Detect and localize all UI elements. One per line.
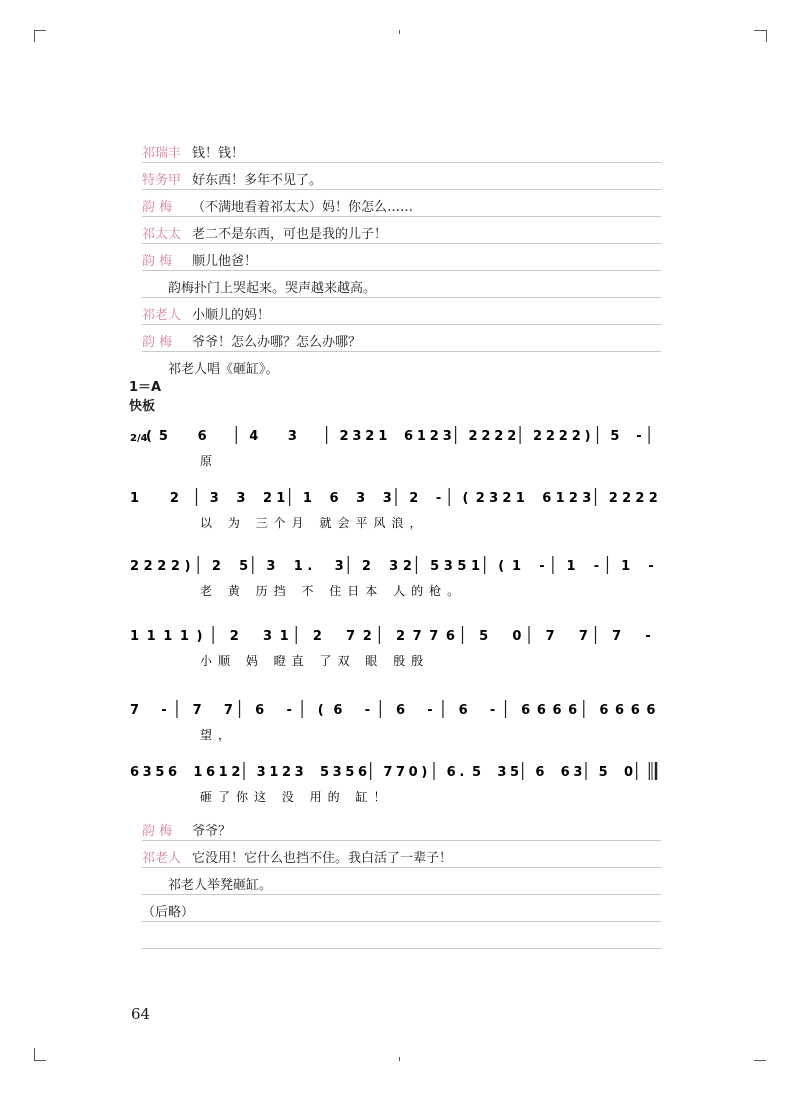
- note: 1: [416, 429, 426, 444]
- note: 2: [533, 429, 543, 444]
- note: 2: [635, 491, 645, 506]
- line-text: 爷爷！怎么办哪？怎么办哪？: [192, 335, 362, 350]
- line-text: 老二不是东西，可也是我的儿子！: [192, 227, 388, 242]
- note: 6: [404, 429, 414, 444]
- note: 6: [329, 491, 339, 506]
- note: 7: [383, 765, 393, 780]
- note: 1: [378, 429, 388, 444]
- note: 1: [515, 491, 525, 506]
- note: 5: [472, 765, 482, 780]
- note: 2: [339, 429, 349, 444]
- note: 0: [624, 765, 634, 780]
- note: 6: [358, 765, 368, 780]
- note: 2: [362, 629, 372, 644]
- note: 5: [158, 429, 168, 444]
- note: 1: [511, 559, 521, 574]
- note: 2: [622, 491, 632, 506]
- key-signature: 1＝A: [129, 380, 162, 395]
- note: 6: [197, 429, 207, 444]
- note: 6: [560, 765, 570, 780]
- note: 1: [276, 491, 286, 506]
- note: 6: [458, 703, 468, 718]
- note: 2: [468, 429, 478, 444]
- note: 2: [263, 491, 273, 506]
- tempo-marking: 快板: [129, 399, 156, 414]
- note: -: [645, 629, 651, 644]
- note: 3: [294, 765, 304, 780]
- stage-text: 祁老人唱《砸缸》。: [168, 362, 279, 377]
- note: 1: [279, 629, 289, 644]
- note: 5: [598, 765, 608, 780]
- note: 3: [142, 765, 152, 780]
- note: 2: [494, 429, 504, 444]
- note: 6: [445, 629, 455, 644]
- note: 2: [545, 429, 555, 444]
- note: 1: [179, 629, 189, 644]
- note: 1: [269, 765, 279, 780]
- stage-text: 韵梅扑门上哭起来。哭声越来越高。: [168, 281, 377, 296]
- note: ): [184, 559, 191, 574]
- note: 6: [536, 703, 546, 718]
- note: -: [286, 703, 292, 718]
- stage-direction: [142, 895, 661, 922]
- note: 1: [302, 491, 312, 506]
- note: 2: [170, 559, 180, 574]
- note: ): [421, 765, 428, 780]
- stage-text: 祁老人举凳砸缸。: [168, 878, 273, 893]
- note: 6: [255, 703, 265, 718]
- note: 6: [630, 703, 640, 718]
- note: 5: [430, 559, 440, 574]
- note: 3: [209, 491, 219, 506]
- note: 2: [475, 491, 485, 506]
- note: (: [146, 429, 152, 444]
- note: (: [317, 703, 324, 718]
- note: 3: [236, 491, 246, 506]
- dialogue-line: [142, 841, 661, 868]
- note: 6: [535, 765, 545, 780]
- note: 5: [345, 765, 355, 780]
- blank-rule: [142, 922, 661, 949]
- note: 2: [361, 559, 371, 574]
- speaker: 韵 梅: [142, 254, 173, 269]
- note: 1: [566, 559, 576, 574]
- note: 7: [223, 703, 233, 718]
- note: 2: [169, 491, 179, 506]
- note: 1: [218, 765, 228, 780]
- note: 1: [146, 629, 156, 644]
- note: 5: [320, 765, 330, 780]
- note: (: [498, 559, 505, 574]
- page-number: 64: [131, 1005, 151, 1023]
- note: 6: [446, 765, 456, 780]
- note: 2: [396, 629, 406, 644]
- note: 0: [408, 765, 418, 780]
- note: 3: [356, 491, 366, 506]
- note: 2: [312, 629, 322, 644]
- note: 6: [333, 703, 343, 718]
- note: -: [427, 703, 433, 718]
- note: 2: [231, 765, 241, 780]
- lyric-line: 以 为 三个月 就会平风浪，: [200, 516, 428, 530]
- score-staff: [130, 426, 658, 804]
- line-text: 它没用！它什么也挡不住。我白活了一辈子！: [192, 851, 453, 866]
- note: 7: [412, 629, 422, 644]
- note: 6: [130, 765, 140, 780]
- note: -: [636, 429, 642, 444]
- note: 2: [402, 559, 412, 574]
- note: 7: [545, 629, 555, 644]
- note: 2: [130, 559, 140, 574]
- note: -: [539, 559, 545, 574]
- note: 7: [130, 703, 140, 718]
- note: 2: [568, 491, 578, 506]
- note: 2: [282, 765, 292, 780]
- note: 2: [229, 629, 239, 644]
- dialogue-line: [142, 814, 661, 841]
- line-text: 钱！钱！: [192, 146, 245, 161]
- dialogue-bottom: [142, 814, 661, 949]
- note: 3: [334, 559, 344, 574]
- line-text: （不满地看着祁太太）妈！你怎么……: [192, 200, 414, 215]
- note: 6: [168, 765, 178, 780]
- note: ): [196, 629, 203, 644]
- note: 6: [521, 703, 531, 718]
- stage-direction: [142, 868, 661, 895]
- note: 1: [130, 491, 140, 506]
- note: 6: [568, 703, 578, 718]
- note: 3: [266, 559, 276, 574]
- note: 3: [389, 559, 399, 574]
- note: .: [459, 765, 465, 780]
- speaker: 韵 梅: [142, 824, 173, 839]
- note: 6: [542, 491, 552, 506]
- note: 2: [648, 491, 658, 506]
- note: 7: [429, 629, 439, 644]
- line-text: 好东西！多年不见了。: [192, 173, 323, 188]
- note: 5: [155, 765, 165, 780]
- note: 6: [552, 703, 562, 718]
- note: 4: [249, 429, 259, 444]
- note: -: [489, 703, 496, 718]
- note: (: [462, 491, 469, 506]
- lyric-line: 原: [200, 454, 219, 468]
- note: 7: [612, 629, 622, 644]
- note: -: [435, 491, 442, 506]
- stage-text: （后略）: [142, 905, 195, 920]
- note: 3: [442, 429, 452, 444]
- note: 2: [507, 429, 517, 444]
- line-text: 小顺儿的妈！: [192, 308, 271, 323]
- note: 1: [163, 629, 173, 644]
- lyric-line: 小顺 妈 瞪直 了双 眼 殷殷: [200, 654, 430, 668]
- note: 2: [608, 491, 618, 506]
- note: 0: [512, 629, 522, 644]
- note: 1: [621, 559, 631, 574]
- note: 3: [382, 491, 392, 506]
- note: 2: [571, 429, 581, 444]
- note: -: [648, 559, 654, 574]
- note: 3: [497, 765, 507, 780]
- speaker: 祁老人: [142, 308, 182, 323]
- note: -: [593, 559, 600, 574]
- note: 3: [573, 765, 583, 780]
- note: 2: [409, 491, 419, 506]
- note: 1: [471, 559, 481, 574]
- speaker: 祁瑞丰: [142, 146, 182, 161]
- note: 3: [332, 765, 342, 780]
- note: 6: [206, 765, 216, 780]
- line-text: 顺儿他爸！: [192, 254, 258, 269]
- note: 7: [396, 765, 406, 780]
- note: 2: [558, 429, 568, 444]
- note: 2: [481, 429, 491, 444]
- lyric-line: 砸了你这 没 用的 缸！: [200, 790, 392, 804]
- note: 3: [489, 491, 499, 506]
- note: .: [307, 559, 313, 574]
- note: 5: [510, 765, 520, 780]
- line-text: 爷爷？: [192, 824, 232, 839]
- note: 3: [256, 765, 266, 780]
- note: 2: [143, 559, 153, 574]
- note: 2: [429, 429, 439, 444]
- note: 7: [346, 629, 356, 644]
- note: 3: [287, 429, 297, 444]
- note: 6: [646, 703, 656, 718]
- speaker: 特务甲: [142, 173, 182, 188]
- lyric-line: 老 黄 历挡 不 住日本 人的枪。: [200, 584, 466, 598]
- speaker: 韵 梅: [142, 335, 173, 350]
- time-signature: 2/4: [130, 433, 148, 444]
- speaker: 韵 梅: [142, 200, 173, 215]
- note: 1: [193, 765, 203, 780]
- note: 6: [599, 703, 609, 718]
- note: ): [584, 429, 591, 444]
- note: 3: [443, 559, 453, 574]
- note: 1: [130, 629, 140, 644]
- note: 6: [615, 703, 625, 718]
- note: 5: [457, 559, 467, 574]
- note: 3: [263, 629, 273, 644]
- note: -: [364, 703, 371, 718]
- note: 7: [578, 629, 588, 644]
- speaker: 祁太太: [142, 227, 182, 242]
- note: 2: [211, 559, 221, 574]
- note: 7: [192, 703, 202, 718]
- note: 5: [239, 559, 249, 574]
- note: 2: [157, 559, 167, 574]
- note: 3: [352, 429, 362, 444]
- lyric-line: 望，: [200, 728, 237, 742]
- note: 1: [555, 491, 565, 506]
- speaker: 祁老人: [142, 851, 182, 866]
- note: 2: [365, 429, 375, 444]
- note: 6: [396, 703, 406, 718]
- note: 5: [479, 629, 489, 644]
- note: -: [161, 703, 167, 718]
- note: 2: [502, 491, 512, 506]
- note: 1: [293, 559, 303, 574]
- note: 5: [610, 429, 620, 444]
- note: 3: [582, 491, 592, 506]
